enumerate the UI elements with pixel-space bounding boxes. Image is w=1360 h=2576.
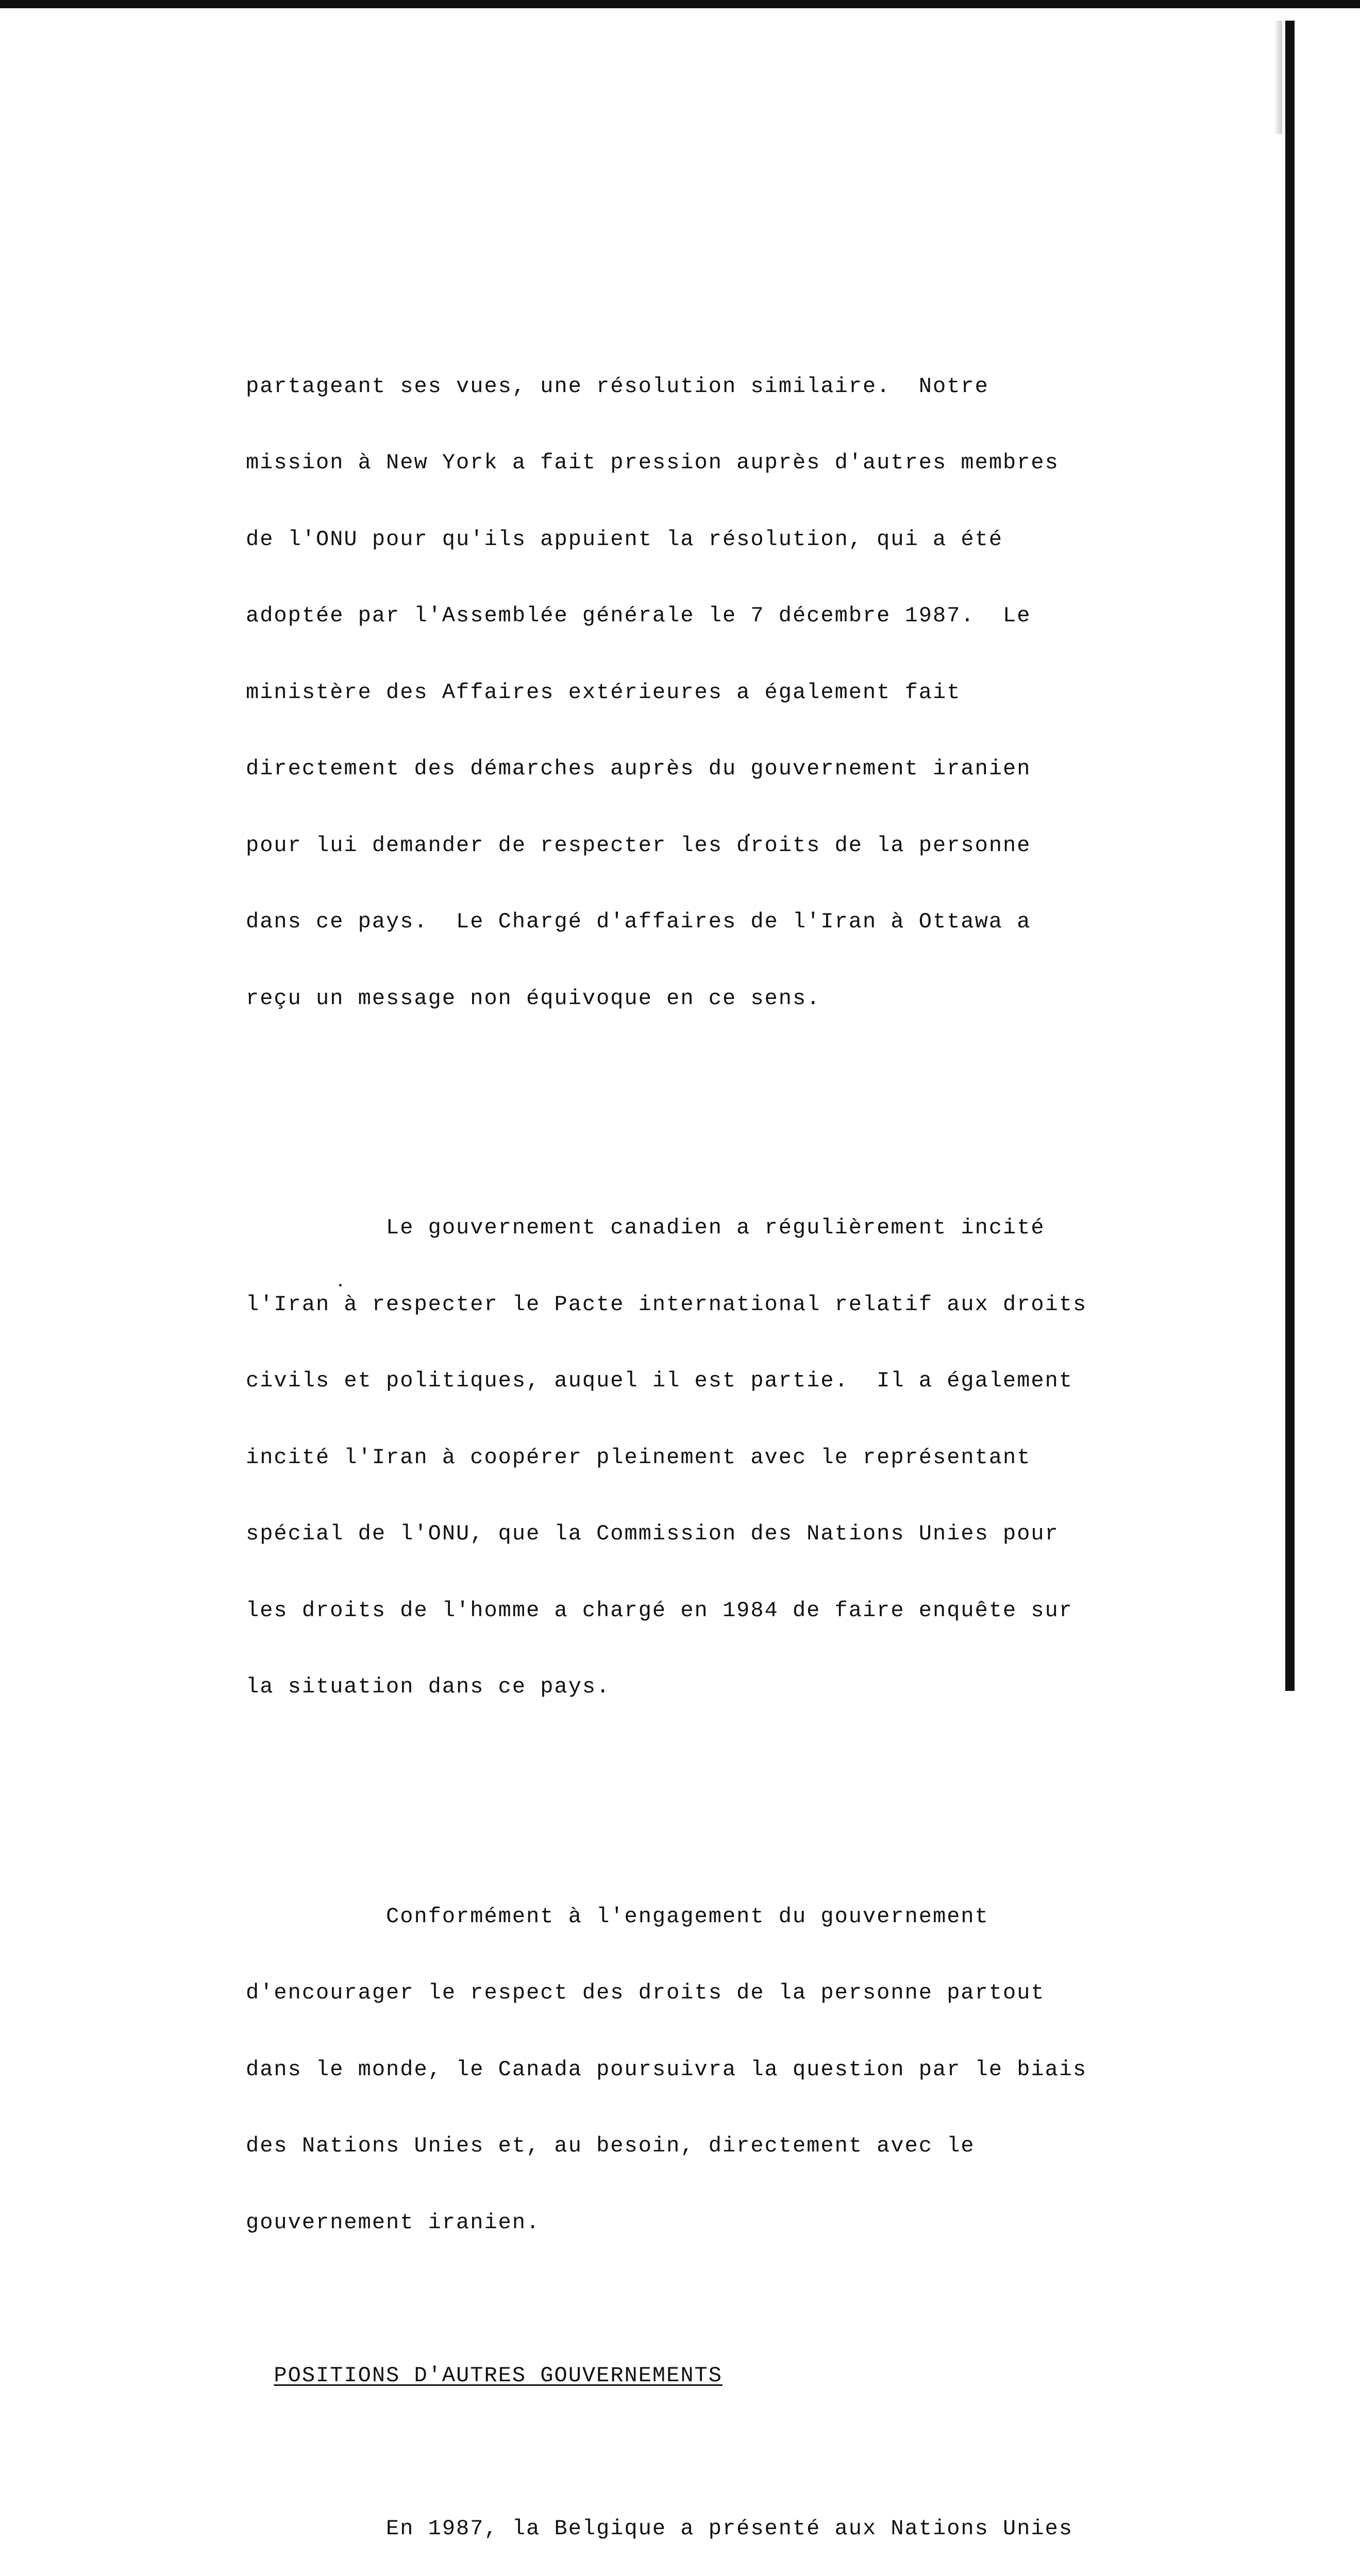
text-line: partageant ses vues, une résolution similaire. Notre	[246, 374, 1215, 400]
text-line: pour lui demander de respecter les droits de la personne	[246, 833, 1215, 859]
scan-right-edge	[1285, 21, 1295, 1691]
paragraph-1	[246, 323, 1215, 1063]
section-heading: POSITIONS D'AUTRES GOUVERNEMENTS	[274, 2363, 723, 2389]
text-line: d'encourager le respect des droits de la personne partout	[246, 1980, 1215, 2006]
text-line: spécial de l'ONU, que la Commission des Nations Unies pour	[246, 1521, 1215, 1547]
text-line: dans ce pays. Le Chargé d'affaires de l'Iran à Ottawa a	[246, 909, 1215, 935]
text-line: des Nations Unies et, au besoin, directement avec le	[246, 2133, 1215, 2159]
paragraph-3	[246, 1853, 1215, 2287]
text-line: directement des démarches auprès du gouvernement iranien	[246, 756, 1215, 782]
paragraph-4	[246, 2465, 1215, 2576]
scan-right-shadow	[1274, 21, 1282, 134]
document-body	[246, 246, 1215, 2576]
scan-top-edge	[0, 0, 1360, 8]
paragraph-2	[246, 1164, 1215, 1751]
text-line: dans le monde, le Canada poursuivra la question par le biais	[246, 2057, 1215, 2083]
text-line: les droits de l'homme a chargé en 1984 de faire enquête sur	[246, 1598, 1215, 1624]
text-line: reçu un message non équivoque en ce sens.	[246, 986, 1215, 1012]
text-line: Conformément à l'engagement du gouvernement	[246, 1904, 1215, 1930]
text-line: adoptée par l'Assemblée générale le 7 décembre 1987. Le	[246, 603, 1215, 629]
text-line: mission à New York a fait pression auprès d'autres membres	[246, 450, 1215, 476]
text-line: Le gouvernement canadien a régulièrement incité	[246, 1215, 1215, 1241]
text-line: la situation dans ce pays.	[246, 1674, 1215, 1700]
text-line: ministère des Affaires extérieures a également fait	[246, 680, 1215, 706]
text-line: civils et politiques, auquel il est partie. Il a également	[246, 1368, 1215, 1394]
text-line: incité l'Iran à coopérer pleinement avec le représentant	[246, 1445, 1215, 1471]
text-line: En 1987, la Belgique a présenté aux Nations Unies	[246, 2516, 1215, 2542]
text-line: gouvernement iranien.	[246, 2210, 1215, 2236]
text-line: l'Iran à respecter le Pacte international relatif aux droits	[246, 1292, 1215, 1318]
text-line: de l'ONU pour qu'ils appuient la résolution, qui a été	[246, 527, 1215, 553]
